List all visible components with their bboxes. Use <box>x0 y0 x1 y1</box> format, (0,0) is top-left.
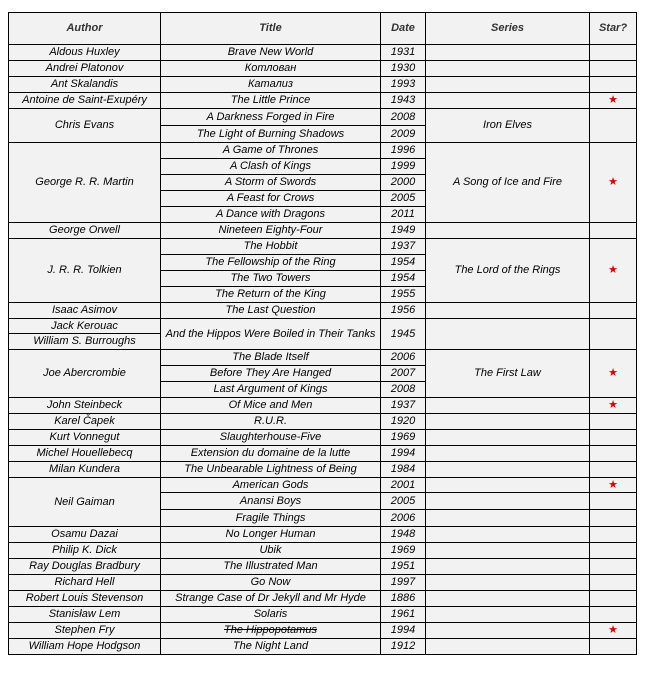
title-cell[interactable] <box>161 478 381 493</box>
table-row <box>9 223 637 239</box>
table-row <box>9 45 637 61</box>
title-text: The Hippopotamus <box>224 624 317 636</box>
title-cell[interactable] <box>161 639 381 655</box>
series-cell[interactable] <box>426 45 590 61</box>
table-row <box>9 350 637 366</box>
date-cell[interactable]: 1984 <box>381 462 426 478</box>
table-row <box>9 575 637 591</box>
date-cell[interactable]: 1886 <box>381 591 426 607</box>
star-cell[interactable] <box>590 319 637 350</box>
date-cell[interactable]: 1955 <box>381 287 426 303</box>
title-text: Solaris <box>253 608 288 620</box>
series-cell[interactable] <box>426 527 590 543</box>
series-cell[interactable] <box>426 607 590 623</box>
title-text: No Longer Human <box>225 528 316 540</box>
title-text: Before They Are Hanged <box>209 367 332 379</box>
title-text: A Darkness Forged in Fire <box>206 110 335 123</box>
star-cell[interactable] <box>590 527 637 543</box>
title-cell[interactable] <box>161 543 381 559</box>
date-cell[interactable]: 1954 <box>381 271 426 287</box>
title-cell[interactable] <box>161 191 381 207</box>
header-date[interactable]: Date <box>381 13 426 45</box>
series-cell[interactable] <box>426 493 590 510</box>
title-cell[interactable] <box>161 414 381 430</box>
table-row <box>9 319 637 334</box>
date-cell[interactable]: 2008 <box>381 382 426 398</box>
title-cell[interactable] <box>161 207 381 223</box>
author-cell[interactable]: George Orwell <box>9 223 161 239</box>
table-row <box>9 239 637 255</box>
series-cell[interactable]: Iron Elves <box>426 109 590 143</box>
author-cell[interactable]: Chris Evans <box>9 109 161 143</box>
title-cell[interactable] <box>161 61 381 77</box>
date-cell[interactable]: 2001 <box>381 478 426 493</box>
title-cell[interactable] <box>161 143 381 159</box>
title-text: A Game of Thrones <box>222 144 319 156</box>
author-cell[interactable]: Neil Gaiman <box>9 478 161 527</box>
date-cell[interactable]: 1943 <box>381 93 426 109</box>
title-text: Anansi Boys <box>239 494 302 507</box>
title-cell[interactable] <box>161 159 381 175</box>
author-cell[interactable]: Isaac Asimov <box>9 303 161 319</box>
series-cell[interactable] <box>426 510 590 527</box>
title-cell[interactable] <box>161 239 381 255</box>
author-cell[interactable]: Kurt Vonnegut <box>9 430 161 446</box>
title-cell[interactable] <box>161 45 381 61</box>
series-cell[interactable] <box>426 303 590 319</box>
table-row <box>9 446 637 462</box>
table-row <box>9 77 637 93</box>
author-cell[interactable]: Philip K. Dick <box>9 543 161 559</box>
author-cell[interactable]: Aldous Huxley <box>9 45 161 61</box>
star-cell[interactable] <box>590 239 637 303</box>
title-cell[interactable] <box>161 366 381 382</box>
star-cell[interactable] <box>590 303 637 319</box>
series-cell[interactable] <box>426 398 590 414</box>
title-text: A Clash of Kings <box>230 160 311 172</box>
series-cell[interactable] <box>426 543 590 559</box>
title-cell[interactable] <box>161 607 381 623</box>
series-cell[interactable] <box>426 462 590 478</box>
title-text: Котлован <box>244 62 297 74</box>
series-cell[interactable] <box>426 446 590 462</box>
star-cell[interactable] <box>590 93 637 109</box>
series-cell[interactable] <box>426 591 590 607</box>
title-text: The Last Question <box>225 304 316 316</box>
title-text: Nineteen Eighty-Four <box>218 224 323 236</box>
title-cell[interactable] <box>161 559 381 575</box>
date-cell[interactable]: 2005 <box>381 191 426 207</box>
header-title[interactable]: Title <box>161 13 381 45</box>
date-cell[interactable]: 2005 <box>381 493 426 510</box>
title-text: R.U.R. <box>254 415 287 427</box>
title-cell[interactable] <box>161 510 381 527</box>
title-cell[interactable] <box>161 350 381 366</box>
star-icon: ★ <box>608 94 618 106</box>
author-cell[interactable]: George R. R. Martin <box>9 143 161 223</box>
title-cell[interactable] <box>161 623 381 639</box>
title-cell[interactable] <box>161 223 381 239</box>
date-cell[interactable]: 1948 <box>381 527 426 543</box>
date-cell[interactable]: 2011 <box>381 207 426 223</box>
date-cell[interactable]: 1951 <box>381 559 426 575</box>
date-cell[interactable]: 1912 <box>381 639 426 655</box>
title-text: Ubik <box>259 544 282 556</box>
title-cell[interactable] <box>161 109 381 126</box>
title-text: American Gods <box>232 478 309 491</box>
series-cell[interactable] <box>426 623 590 639</box>
title-text: Of Mice and Men <box>228 399 313 411</box>
star-cell[interactable] <box>590 623 637 639</box>
title-text: The Two Towers <box>230 272 311 284</box>
author-cell[interactable]: Karel Čapek <box>9 414 161 430</box>
title-text: Strange Case of Dr Jekyll and Mr Hyde <box>175 592 366 604</box>
author-cell[interactable]: J. R. R. Tolkien <box>9 239 161 303</box>
series-cell[interactable] <box>426 93 590 109</box>
table-row <box>9 623 637 639</box>
header-row <box>9 13 637 45</box>
title-text: The Night Land <box>232 640 309 652</box>
title-cell[interactable] <box>161 575 381 591</box>
star-cell[interactable] <box>590 45 637 61</box>
title-text: The Unbearable Lightness of Being <box>184 463 357 475</box>
table-row <box>9 478 637 493</box>
date-cell[interactable]: 1994 <box>381 446 426 462</box>
series-cell[interactable] <box>426 77 590 93</box>
date-cell[interactable]: 1937 <box>381 239 426 255</box>
date-cell[interactable]: 2008 <box>381 109 426 126</box>
series-cell[interactable] <box>426 223 590 239</box>
date-cell[interactable]: 1931 <box>381 45 426 61</box>
author-cell[interactable]: Robert Louis Stevenson <box>9 591 161 607</box>
series-cell[interactable] <box>426 414 590 430</box>
table-row <box>9 639 637 655</box>
date-cell[interactable]: 1956 <box>381 303 426 319</box>
star-icon: ★ <box>608 624 618 636</box>
table-row <box>9 303 637 319</box>
title-cell[interactable] <box>161 271 381 287</box>
date-cell[interactable]: 2000 <box>381 175 426 191</box>
title-cell[interactable] <box>161 430 381 446</box>
title-text: A Feast for Crows <box>226 192 315 204</box>
date-cell[interactable]: 1949 <box>381 223 426 239</box>
star-icon: ★ <box>608 399 618 411</box>
star-icon: ★ <box>608 176 618 188</box>
title-text: Катализ <box>247 78 294 90</box>
star-cell[interactable] <box>590 462 637 478</box>
star-cell[interactable] <box>590 143 637 223</box>
title-text: The Hobbit <box>243 240 298 252</box>
title-text: Brave New World <box>227 46 314 58</box>
table-row <box>9 109 637 126</box>
table-row <box>9 61 637 77</box>
title-text: Slaughterhouse-Five <box>219 431 322 443</box>
title-text: The Little Prince <box>230 94 311 106</box>
table-row <box>9 607 637 623</box>
author-cell[interactable]: Ant Skalandis <box>9 77 161 93</box>
title-cell[interactable] <box>161 382 381 398</box>
date-cell[interactable]: 1997 <box>381 575 426 591</box>
title-cell[interactable] <box>161 591 381 607</box>
author-cell[interactable]: Milan Kundera <box>9 462 161 478</box>
table-row <box>9 143 637 159</box>
series-cell[interactable] <box>426 559 590 575</box>
author-cell[interactable]: Stephen Fry <box>9 623 161 639</box>
title-text: A Dance with Dragons <box>215 208 326 220</box>
series-cell[interactable] <box>426 478 590 493</box>
title-cell[interactable] <box>161 93 381 109</box>
title-text: The Fellowship of the Ring <box>205 256 336 268</box>
author-cell[interactable]: Michel Houellebecq <box>9 446 161 462</box>
star-icon: ★ <box>608 264 618 276</box>
title-text: Fragile Things <box>235 511 306 524</box>
star-icon: ★ <box>608 367 618 379</box>
title-cell[interactable] <box>161 493 381 510</box>
star-cell[interactable] <box>590 607 637 623</box>
title-cell[interactable] <box>161 175 381 191</box>
date-cell[interactable]: 2006 <box>381 510 426 527</box>
date-cell[interactable]: 1961 <box>381 607 426 623</box>
star-cell[interactable] <box>590 478 637 493</box>
series-cell[interactable]: The First Law <box>426 350 590 398</box>
date-cell[interactable]: 1954 <box>381 255 426 271</box>
series-cell[interactable] <box>426 575 590 591</box>
table-row <box>9 414 637 430</box>
star-cell[interactable] <box>590 493 637 510</box>
title-cell[interactable] <box>161 287 381 303</box>
star-cell[interactable] <box>590 77 637 93</box>
author-cell[interactable]: John Steinbeck <box>9 398 161 414</box>
table-row <box>9 543 637 559</box>
date-cell[interactable]: 1945 <box>381 319 426 350</box>
title-cell[interactable] <box>161 446 381 462</box>
header-series[interactable]: Series <box>426 13 590 45</box>
date-cell[interactable]: 1969 <box>381 430 426 446</box>
star-cell[interactable] <box>590 559 637 575</box>
title-cell[interactable] <box>161 77 381 93</box>
star-cell[interactable] <box>590 61 637 77</box>
date-cell[interactable]: 1996 <box>381 143 426 159</box>
title-text: A Storm of Swords <box>224 176 317 188</box>
table-row <box>9 591 637 607</box>
title-text: The Light of Burning Shadows <box>196 127 345 140</box>
series-cell[interactable]: The Lord of the Rings <box>426 239 590 303</box>
title-cell[interactable] <box>161 398 381 414</box>
title-text: The Illustrated Man <box>223 560 318 572</box>
header-author[interactable]: Author <box>9 13 161 45</box>
date-cell[interactable]: 2006 <box>381 350 426 366</box>
star-cell[interactable] <box>590 591 637 607</box>
table-row <box>9 93 637 109</box>
title-cell[interactable] <box>161 255 381 271</box>
title-cell[interactable] <box>161 303 381 319</box>
series-cell[interactable] <box>426 430 590 446</box>
star-icon: ★ <box>608 478 618 491</box>
series-cell[interactable] <box>426 61 590 77</box>
star-cell[interactable] <box>590 350 637 398</box>
author-cell[interactable]: Jack Kerouac <box>9 319 161 334</box>
header-star[interactable]: Star? <box>590 13 637 45</box>
star-cell[interactable] <box>590 510 637 527</box>
author-cell[interactable]: Andrei Platonov <box>9 61 161 77</box>
title-text: Go Now <box>250 576 291 588</box>
series-cell[interactable] <box>426 319 590 350</box>
star-cell[interactable] <box>590 414 637 430</box>
title-cell[interactable] <box>161 527 381 543</box>
author-cell[interactable]: Stanisław Lem <box>9 607 161 623</box>
date-cell[interactable]: 1999 <box>381 159 426 175</box>
table-row <box>9 430 637 446</box>
title-text: Last Argument of Kings <box>213 383 328 395</box>
date-cell[interactable]: 2009 <box>381 126 426 143</box>
books-table <box>8 12 637 655</box>
author-cell[interactable]: Ray Douglas Bradbury <box>9 559 161 575</box>
star-cell[interactable] <box>590 109 637 143</box>
date-cell[interactable]: 1930 <box>381 61 426 77</box>
title-cell[interactable] <box>161 126 381 143</box>
date-cell[interactable]: 1993 <box>381 77 426 93</box>
author-cell[interactable]: Osamu Dazai <box>9 527 161 543</box>
series-cell[interactable]: A Song of Ice and Fire <box>426 143 590 223</box>
title-cell[interactable]: And the Hippos Were Boiled in Their Tanks <box>161 319 381 350</box>
table-row <box>9 462 637 478</box>
star-cell[interactable] <box>590 639 637 655</box>
author-cell[interactable]: William S. Burroughs <box>9 334 161 350</box>
date-cell[interactable]: 1920 <box>381 414 426 430</box>
date-cell[interactable]: 1937 <box>381 398 426 414</box>
table-row <box>9 527 637 543</box>
title-text: Extension du domaine de la lutte <box>190 447 351 459</box>
date-cell[interactable]: 2007 <box>381 366 426 382</box>
author-cell[interactable]: Richard Hell <box>9 575 161 591</box>
date-cell[interactable]: 1969 <box>381 543 426 559</box>
star-cell[interactable] <box>590 430 637 446</box>
date-cell[interactable]: 1994 <box>381 623 426 639</box>
series-cell[interactable] <box>426 639 590 655</box>
title-cell[interactable] <box>161 462 381 478</box>
star-cell[interactable] <box>590 398 637 414</box>
author-cell[interactable]: Joe Abercrombie <box>9 350 161 398</box>
title-text: The Return of the King <box>215 288 326 300</box>
star-cell[interactable] <box>590 575 637 591</box>
star-cell[interactable] <box>590 223 637 239</box>
star-cell[interactable] <box>590 543 637 559</box>
author-cell[interactable]: Antoine de Saint-Exupéry <box>9 93 161 109</box>
table-row <box>9 398 637 414</box>
title-text: The Blade Itself <box>232 351 309 363</box>
author-cell[interactable]: William Hope Hodgson <box>9 639 161 655</box>
star-cell[interactable] <box>590 446 637 462</box>
table-row <box>9 559 637 575</box>
